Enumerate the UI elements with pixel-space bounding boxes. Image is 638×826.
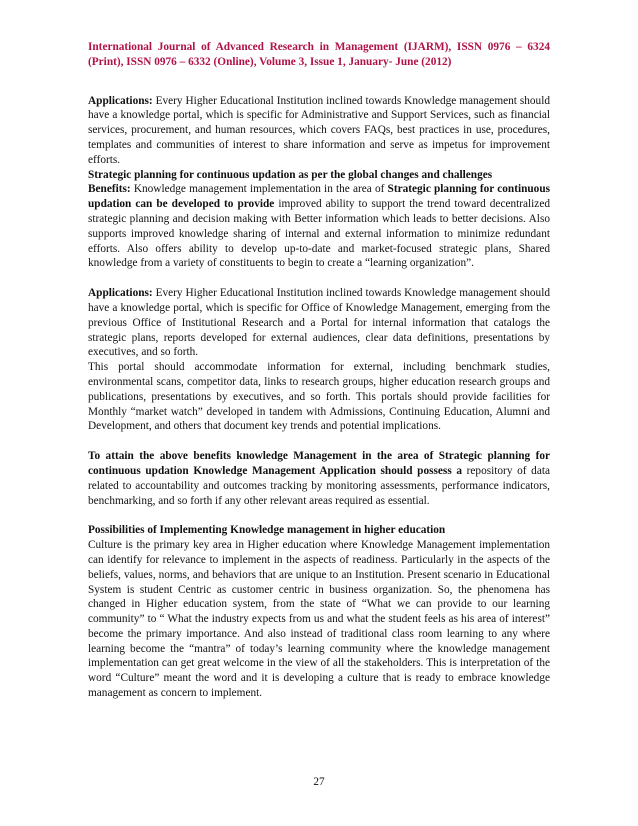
journal-header: International Journal of Advanced Research in Management (IJARM), ISSN 0976 – 6324 (Print), ISSN 0976 – 6332 (Online), Volume 3, Issue 1, January- June (2012) [88,41,550,68]
applications-text: Every Higher Educational Institution inclined towards Knowledge management should have a knowledge portal, which is specific for Office of Knowledge Management, emerging from the previous Office of Institutional Research and a Portal for internal information that catalogs the strategic plans, reports developed for external audiences, clear data definitions, presentations by executives, and so forth. [88,287,550,359]
applications-paragraph-2 [88,286,550,360]
page-number: 27 [313,776,325,788]
applications-text: Every Higher Educational Institution inclined towards Knowledge management should have a knowledge portal, which is specific for Administrative and Support Services, such as financial services, procurement, and human resources, which covers FAQs, best practices in use, procedures, templates and communities of interest to share information and serve as impetus for improvement efforts. [88,94,550,166]
applications-label: Applications: [88,94,153,107]
applications-label: Applications: [88,287,153,300]
culture-paragraph: Culture is the primary key area in Higher education where Knowledge Management implementation can identify for relevance to implement in the aspects of readiness. Particularly in the aspects of the beliefs, values, norms, and behaviors that are unique to an Institution. Present scenario in Educational System is student Centric as customer centric in business organization. So, the phenomena has changed in Higher education system, from the state of “What we can provide to our learning community” to “ What the industry expects from us and what the student feels as his area of interest” become the primary importance. And also instead of traditional class room learning to any where learning become the “mantra” of today’s learning community where the knowledge management implementation can get great welcome in the view of all the stakeholders. This is interpretation of the word “Culture” meant the word and it is developing a culture that is ready to embrace knowledge management as concern to implement. [88,539,550,700]
applications-paragraph-1 [88,94,550,168]
page-body [88,40,550,701]
section-heading: Possibilities of Implementing Knowledge management in higher education [88,524,446,537]
portal-paragraph: This portal should accommodate information for external, including benchmark studies, environmental scans, competitor data, links to research groups, higher education research groups and publications, presentations by executives, and so forth. This portals should provide facilities for Monthly “market watch” developed in tandem with Admissions, Continuing Education, Alumni and Development, and others that document key trends and potential implications. [88,361,550,433]
section-heading: Strategic planning for continuous updation as per the global changes and challenges [88,168,493,181]
benefits-paragraph: Benefits: Knowledge management implementation in the area of Strategic planning for continuous updation can be developed to provide improved ability to support the trend toward decentralized strategic planning and decision making with Better information which leads to better decisions. Also supports improved knowledge sharing of internal and external information to minimize redundant efforts. Also offers ability to develop up-to-date and market-focused strategic plans, Shared knowledge from a variety of constituents to begin to create a “learning organization”. [88,183,551,270]
attain-benefits-paragraph: To attain the above benefits knowledge Management in the area of Strategic planning for continuous updation Knowledge Management Application should possess a repository of data related to accountability and outcomes tracking by monitoring assessments, performance indicators, benchmarking, and so forth if any other relevant areas required as essential. [88,450,550,507]
benefits-label: Benefits: [88,183,131,196]
